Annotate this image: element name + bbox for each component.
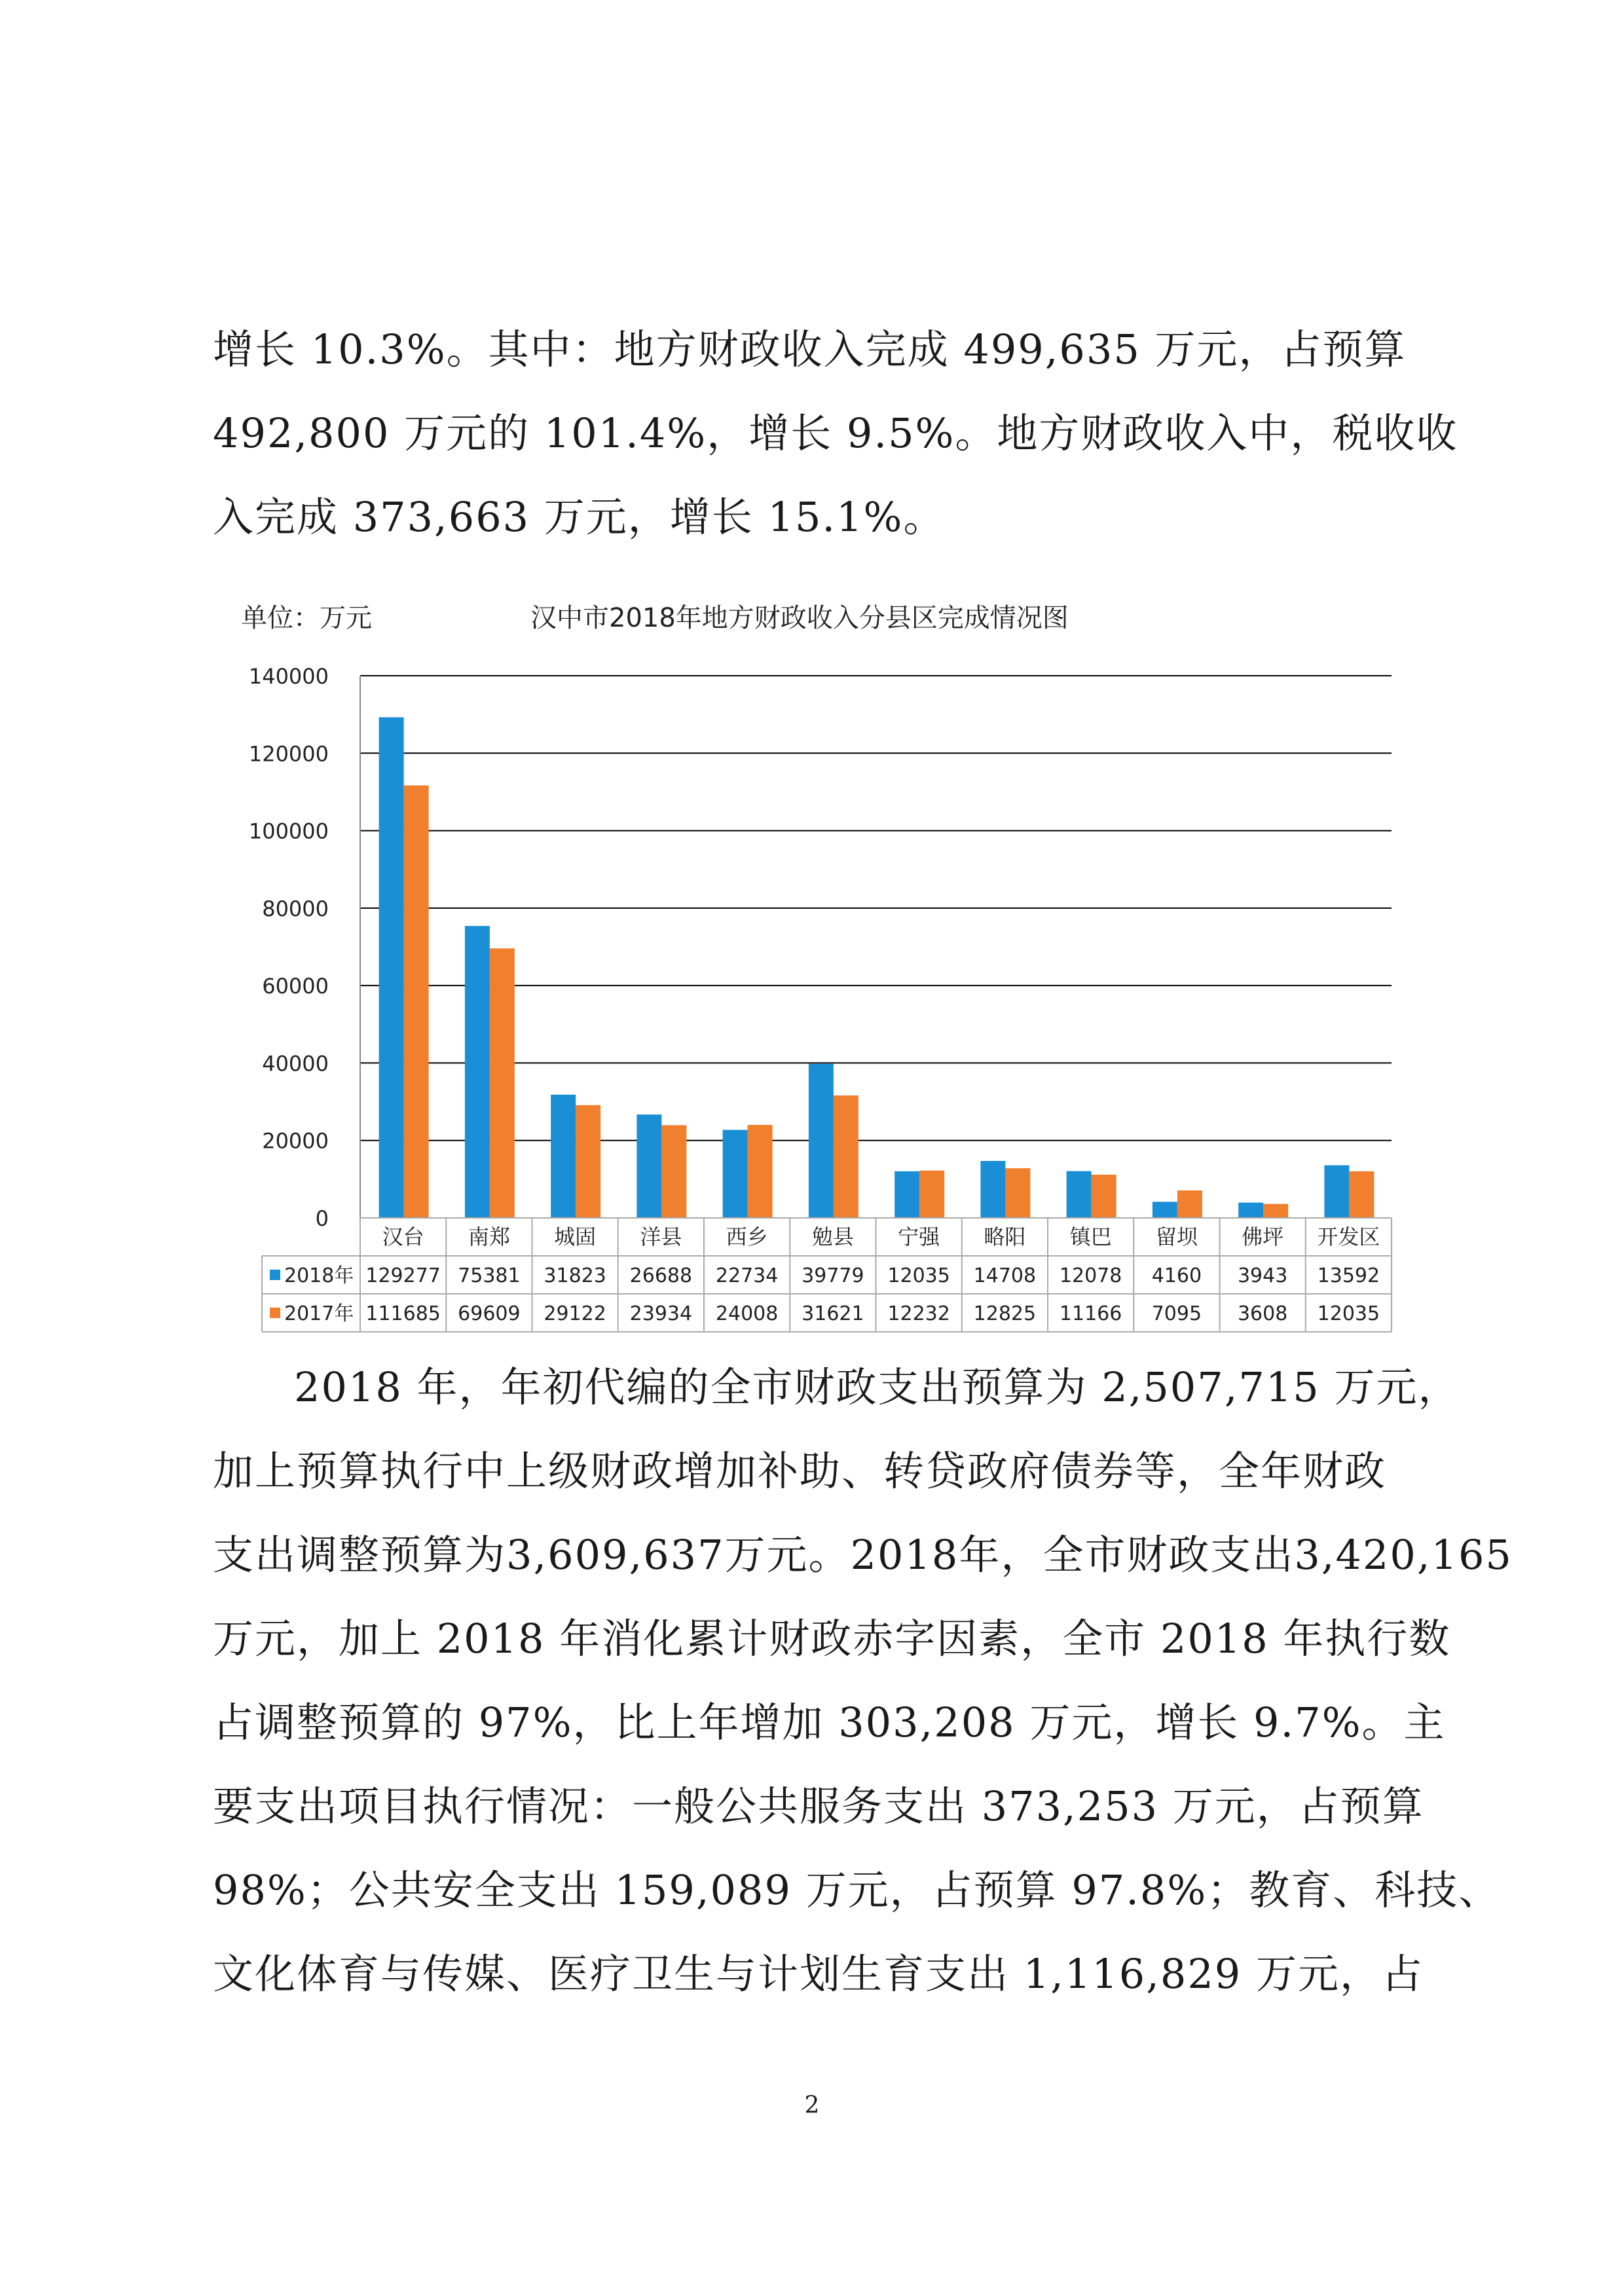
data-label: 3943 xyxy=(1237,1264,1288,1287)
bar-2017年 xyxy=(1349,1171,1374,1218)
data-label: 75381 xyxy=(458,1264,521,1287)
x-tick-label: 城固 xyxy=(554,1224,597,1249)
bar-2017年 xyxy=(404,785,429,1218)
text-line: 要支出项目执行情况：一般公共服务支出 373,253 万元，占预算 xyxy=(213,1782,1424,1830)
data-label: 12035 xyxy=(887,1264,950,1287)
x-tick-label: 西乡 xyxy=(726,1224,768,1249)
data-label: 12825 xyxy=(973,1302,1037,1325)
x-tick-label: 洋县 xyxy=(640,1224,682,1249)
x-tick-label: 宁强 xyxy=(898,1224,940,1249)
bar-2018年 xyxy=(1067,1171,1092,1218)
data-label: 24008 xyxy=(715,1302,779,1325)
text-line: 98%；公共安全支出 159,089 万元，占预算 97.8%；教育、科技、 xyxy=(213,1866,1501,1914)
x-tick-label: 佛坪 xyxy=(1242,1224,1284,1249)
data-label: 111685 xyxy=(365,1302,441,1325)
bar-2018年 xyxy=(1324,1166,1349,1218)
bar-2017年 xyxy=(490,948,515,1218)
data-label: 22734 xyxy=(715,1264,779,1287)
text-line: 加上预算执行中上级财政增加补助、转贷政府债券等，全年财政 xyxy=(213,1447,1387,1495)
text-line: 492,800 万元的 101.4%，增长 9.5%。地方财政收入中，税收收 xyxy=(213,409,1458,457)
y-tick-label: 40000 xyxy=(262,1051,329,1076)
bar-2018年 xyxy=(809,1064,834,1218)
y-tick-label: 0 xyxy=(315,1206,329,1231)
legend-label: 2018年 xyxy=(284,1264,354,1287)
bar-2017年 xyxy=(919,1171,944,1218)
text-line: 2018 年，年初代编的全市财政支出预算为 2,507,715 万元， xyxy=(294,1363,1460,1411)
bar-2017年 xyxy=(834,1095,858,1218)
x-tick-label: 南郑 xyxy=(468,1224,510,1249)
x-tick-label: 留坝 xyxy=(1155,1224,1198,1249)
y-tick-label: 120000 xyxy=(248,741,329,767)
data-label: 29122 xyxy=(544,1302,606,1325)
bar-2018年 xyxy=(551,1095,576,1218)
data-label: 31621 xyxy=(802,1302,864,1325)
text-line: 入完成 373,663 万元，增长 15.1%。 xyxy=(213,493,946,541)
bar-2018年 xyxy=(895,1171,919,1218)
x-tick-label: 镇巴 xyxy=(1069,1224,1112,1249)
data-label: 11166 xyxy=(1059,1302,1122,1325)
bar-2017年 xyxy=(1177,1190,1202,1218)
data-label: 13592 xyxy=(1317,1264,1380,1287)
data-label: 14708 xyxy=(973,1264,1037,1287)
data-label: 12078 xyxy=(1059,1264,1122,1287)
bar-2018年 xyxy=(723,1130,748,1218)
data-label: 26688 xyxy=(629,1264,693,1287)
bar-2017年 xyxy=(1092,1175,1116,1218)
data-label: 69609 xyxy=(458,1302,521,1325)
bar-2018年 xyxy=(1238,1203,1263,1218)
data-label: 4160 xyxy=(1151,1264,1202,1287)
chart-unit-label: 单位：万元 xyxy=(241,603,372,633)
text-line: 支出调整预算为3,609,637万元。2018年，全市财政支出3,420,165 xyxy=(213,1531,1513,1579)
y-tick-label: 80000 xyxy=(262,896,329,921)
data-label: 12232 xyxy=(887,1302,950,1325)
bar-2017年 xyxy=(1005,1168,1030,1218)
page-number: 2 xyxy=(804,2092,820,2119)
x-tick-label: 开发区 xyxy=(1317,1224,1380,1249)
bar-2018年 xyxy=(379,717,404,1218)
data-label: 7095 xyxy=(1151,1302,1202,1325)
y-tick-label: 60000 xyxy=(262,974,329,999)
revenue-bar-chart xyxy=(223,648,1401,1336)
legend-swatch xyxy=(270,1270,280,1280)
bar-2017年 xyxy=(576,1105,600,1218)
data-label: 23934 xyxy=(629,1302,693,1325)
legend-label: 2017年 xyxy=(284,1302,354,1325)
paragraph-expenditure xyxy=(213,1346,1513,2016)
chart-title: 汉中市2018年地方财政收入分县区完成情况图 xyxy=(530,603,1069,633)
x-tick-label: 勉县 xyxy=(811,1224,854,1249)
data-label: 3608 xyxy=(1237,1302,1288,1325)
text-line: 占调整预算的 97%，比上年增加 303,208 万元，增长 9.7%。主 xyxy=(213,1698,1446,1746)
data-label: 39779 xyxy=(802,1264,864,1287)
y-tick-label: 20000 xyxy=(262,1128,329,1154)
legend-swatch xyxy=(270,1308,280,1318)
bar-2017年 xyxy=(1263,1204,1288,1218)
x-tick-label: 汉台 xyxy=(382,1224,424,1249)
x-tick-label: 略阳 xyxy=(984,1224,1026,1249)
bar-2018年 xyxy=(1153,1202,1177,1218)
y-tick-label: 100000 xyxy=(248,818,329,844)
bar-2018年 xyxy=(980,1161,1005,1218)
text-line: 增长 10.3%。其中：地方财政收入完成 499,635 万元，占预算 xyxy=(213,325,1407,373)
data-label: 31823 xyxy=(544,1264,606,1287)
paragraph-revenue xyxy=(213,308,1458,559)
bar-2017年 xyxy=(748,1125,773,1218)
y-tick-label: 140000 xyxy=(248,664,329,689)
text-line: 文化体育与传媒、医疗卫生与计划生育支出 1,116,829 万元，占 xyxy=(213,1950,1424,1998)
text-line: 万元，加上 2018 年消化累计财政赤字因素，全市 2018 年执行数 xyxy=(213,1615,1451,1662)
data-label: 12035 xyxy=(1317,1302,1380,1325)
bar-2018年 xyxy=(465,926,490,1218)
bar-2018年 xyxy=(637,1114,661,1218)
bar-2017年 xyxy=(661,1125,686,1218)
data-label: 129277 xyxy=(365,1264,441,1287)
